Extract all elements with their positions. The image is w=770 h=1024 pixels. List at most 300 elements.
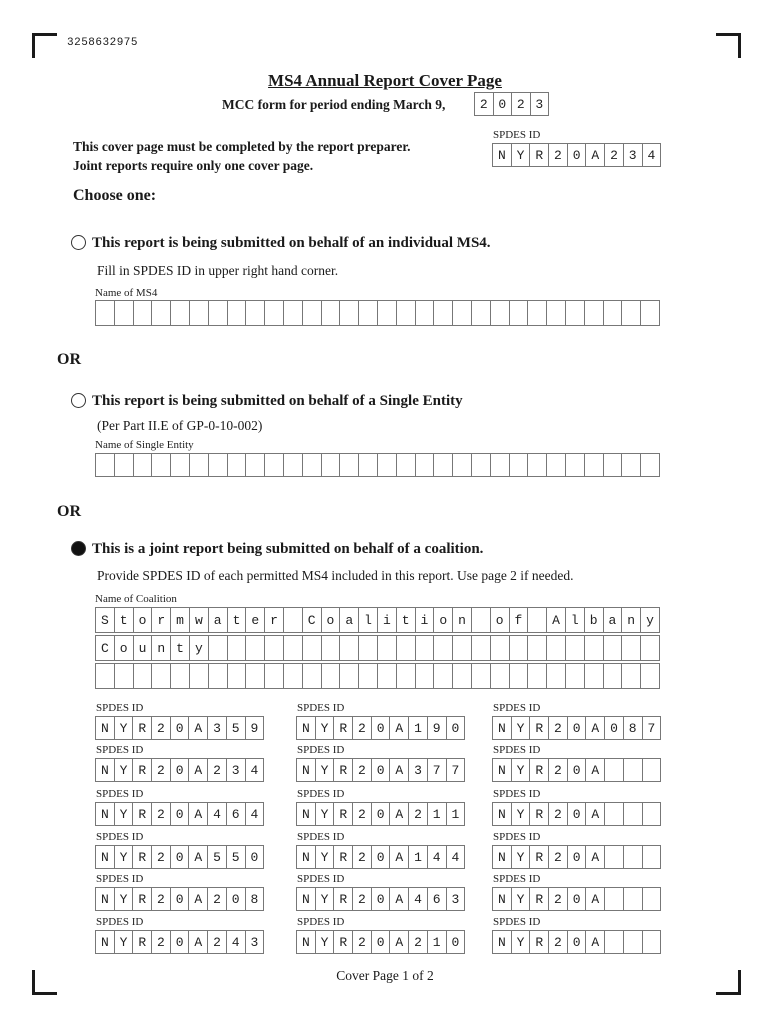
char-box[interactable]: R — [530, 887, 549, 911]
char-box[interactable]: Y — [512, 930, 531, 954]
char-box[interactable] — [622, 300, 641, 326]
char-box[interactable] — [453, 300, 472, 326]
char-box[interactable] — [359, 300, 378, 326]
char-box[interactable] — [491, 635, 510, 661]
coalition-spdes-id-field[interactable] — [296, 930, 465, 954]
char-box[interactable] — [547, 300, 566, 326]
char-box[interactable]: e — [246, 607, 265, 633]
char-box[interactable]: 2 — [152, 930, 171, 954]
char-box[interactable]: Y — [115, 930, 134, 954]
char-box[interactable]: A — [390, 845, 409, 869]
char-box[interactable]: f — [510, 607, 529, 633]
char-box[interactable]: 1 — [409, 716, 428, 740]
char-box[interactable]: 0 — [568, 802, 587, 826]
char-box[interactable] — [134, 663, 153, 689]
char-box[interactable]: A — [189, 887, 208, 911]
char-box[interactable]: Y — [115, 845, 134, 869]
char-box[interactable]: t — [171, 635, 190, 661]
char-box[interactable]: 8 — [624, 716, 643, 740]
char-box[interactable] — [359, 635, 378, 661]
char-box[interactable] — [340, 635, 359, 661]
char-box[interactable] — [622, 635, 641, 661]
char-box[interactable]: R — [334, 802, 353, 826]
char-box[interactable] — [528, 300, 547, 326]
main-spdes-id-field[interactable] — [492, 143, 661, 167]
char-box[interactable] — [228, 635, 247, 661]
char-box[interactable] — [604, 453, 623, 477]
name-of-ms4-field[interactable] — [95, 300, 660, 326]
char-box[interactable]: Y — [316, 758, 335, 782]
char-box[interactable] — [622, 663, 641, 689]
char-box[interactable]: Y — [316, 716, 335, 740]
char-box[interactable] — [624, 845, 643, 869]
char-box[interactable] — [134, 300, 153, 326]
char-box[interactable] — [209, 300, 228, 326]
char-box[interactable]: A — [189, 930, 208, 954]
char-box[interactable] — [171, 300, 190, 326]
char-box[interactable]: 5 — [227, 716, 246, 740]
char-box[interactable] — [378, 663, 397, 689]
char-box[interactable] — [246, 300, 265, 326]
char-box[interactable]: u — [134, 635, 153, 661]
char-box[interactable] — [416, 635, 435, 661]
char-box[interactable] — [265, 453, 284, 477]
char-box[interactable] — [566, 453, 585, 477]
char-box[interactable] — [284, 635, 303, 661]
char-box[interactable]: w — [190, 607, 209, 633]
char-box[interactable] — [453, 663, 472, 689]
char-box[interactable]: 2 — [549, 887, 568, 911]
char-box[interactable] — [434, 663, 453, 689]
char-box[interactable]: 2 — [549, 930, 568, 954]
char-box[interactable]: C — [96, 635, 115, 661]
char-box[interactable]: A — [586, 802, 605, 826]
char-box[interactable] — [472, 607, 491, 633]
char-box[interactable] — [491, 663, 510, 689]
char-box[interactable]: 3 — [246, 930, 265, 954]
char-box[interactable] — [96, 663, 115, 689]
char-box[interactable]: N — [297, 887, 316, 911]
char-box[interactable]: A — [390, 802, 409, 826]
char-box[interactable] — [397, 635, 416, 661]
char-box[interactable]: 0 — [568, 887, 587, 911]
char-box[interactable]: A — [189, 758, 208, 782]
char-box[interactable] — [641, 635, 660, 661]
char-box[interactable]: 0 — [372, 930, 391, 954]
coalition-spdes-id-field[interactable] — [492, 930, 661, 954]
coalition-spdes-id-field[interactable] — [95, 845, 264, 869]
char-box[interactable] — [284, 663, 303, 689]
char-box[interactable]: 1 — [409, 845, 428, 869]
char-box[interactable]: 3 — [409, 758, 428, 782]
char-box[interactable] — [322, 663, 341, 689]
char-box[interactable] — [643, 845, 662, 869]
char-box[interactable] — [585, 635, 604, 661]
char-box[interactable]: a — [209, 607, 228, 633]
char-box[interactable]: 9 — [428, 716, 447, 740]
char-box[interactable]: 3 — [624, 143, 643, 167]
char-box[interactable]: 0 — [494, 92, 513, 116]
char-box[interactable]: 4 — [409, 887, 428, 911]
char-box[interactable]: Y — [316, 930, 335, 954]
char-box[interactable]: A — [189, 716, 208, 740]
char-box[interactable]: 7 — [643, 716, 662, 740]
coalition-spdes-id-field[interactable] — [492, 802, 661, 826]
char-box[interactable]: 0 — [372, 845, 391, 869]
char-box[interactable] — [528, 453, 547, 477]
char-box[interactable]: A — [390, 758, 409, 782]
char-box[interactable]: 2 — [353, 758, 372, 782]
char-box[interactable]: Y — [512, 887, 531, 911]
char-box[interactable]: 0 — [171, 716, 190, 740]
char-box[interactable]: N — [297, 802, 316, 826]
char-box[interactable]: 2 — [353, 716, 372, 740]
char-box[interactable] — [209, 663, 228, 689]
char-box[interactable]: n — [152, 635, 171, 661]
char-box[interactable]: 2 — [549, 716, 568, 740]
char-box[interactable]: 2 — [353, 845, 372, 869]
char-box[interactable]: 3 — [208, 716, 227, 740]
char-box[interactable]: 2 — [208, 758, 227, 782]
char-box[interactable]: 7 — [428, 758, 447, 782]
char-box[interactable]: 0 — [372, 887, 391, 911]
char-box[interactable]: N — [493, 845, 512, 869]
char-box[interactable]: i — [378, 607, 397, 633]
char-box[interactable]: 4 — [208, 802, 227, 826]
char-box[interactable] — [359, 663, 378, 689]
char-box[interactable]: i — [416, 607, 435, 633]
char-box[interactable] — [434, 300, 453, 326]
char-box[interactable]: N — [96, 716, 115, 740]
char-box[interactable] — [605, 887, 624, 911]
char-box[interactable]: Y — [115, 802, 134, 826]
char-box[interactable]: 0 — [568, 758, 587, 782]
char-box[interactable]: 0 — [568, 716, 587, 740]
char-box[interactable] — [209, 453, 228, 477]
char-box[interactable] — [434, 635, 453, 661]
char-box[interactable]: r — [152, 607, 171, 633]
char-box[interactable]: Y — [512, 716, 531, 740]
char-box[interactable] — [510, 663, 529, 689]
char-box[interactable] — [605, 845, 624, 869]
char-box[interactable] — [303, 453, 322, 477]
char-box[interactable]: A — [189, 802, 208, 826]
char-box[interactable] — [115, 453, 134, 477]
coalition-spdes-id-field[interactable] — [296, 845, 465, 869]
char-box[interactable] — [322, 635, 341, 661]
char-box[interactable] — [284, 300, 303, 326]
char-box[interactable]: N — [493, 758, 512, 782]
char-box[interactable]: l — [359, 607, 378, 633]
char-box[interactable]: N — [493, 716, 512, 740]
char-box[interactable]: 6 — [227, 802, 246, 826]
char-box[interactable]: Y — [115, 758, 134, 782]
char-box[interactable]: Y — [115, 887, 134, 911]
coalition-spdes-id-field[interactable] — [95, 758, 264, 782]
char-box[interactable] — [303, 300, 322, 326]
char-box[interactable]: Y — [115, 716, 134, 740]
char-box[interactable]: R — [530, 930, 549, 954]
char-box[interactable]: o — [115, 635, 134, 661]
char-box[interactable] — [528, 635, 547, 661]
char-box[interactable]: 2 — [409, 802, 428, 826]
char-box[interactable]: A — [390, 930, 409, 954]
char-box[interactable] — [190, 453, 209, 477]
char-box[interactable]: 0 — [372, 802, 391, 826]
char-box[interactable]: n — [622, 607, 641, 633]
char-box[interactable]: 3 — [531, 92, 550, 116]
char-box[interactable] — [190, 300, 209, 326]
char-box[interactable] — [115, 663, 134, 689]
char-box[interactable]: R — [530, 845, 549, 869]
char-box[interactable] — [96, 453, 115, 477]
char-box[interactable] — [472, 635, 491, 661]
char-box[interactable]: 0 — [372, 716, 391, 740]
char-box[interactable] — [171, 663, 190, 689]
char-box[interactable]: N — [96, 802, 115, 826]
char-box[interactable]: 0 — [227, 887, 246, 911]
char-box[interactable] — [284, 453, 303, 477]
char-box[interactable]: 2 — [152, 887, 171, 911]
char-box[interactable]: N — [493, 930, 512, 954]
coalition-spdes-id-field[interactable] — [296, 802, 465, 826]
char-box[interactable]: R — [334, 758, 353, 782]
char-box[interactable]: Y — [316, 887, 335, 911]
char-box[interactable] — [605, 758, 624, 782]
char-box[interactable]: R — [133, 845, 152, 869]
char-box[interactable]: 0 — [447, 930, 466, 954]
char-box[interactable]: Y — [512, 802, 531, 826]
char-box[interactable]: y — [190, 635, 209, 661]
char-box[interactable] — [359, 453, 378, 477]
char-box[interactable] — [96, 300, 115, 326]
char-box[interactable] — [246, 635, 265, 661]
coalition-spdes-id-field[interactable] — [296, 887, 465, 911]
char-box[interactable]: 2 — [208, 930, 227, 954]
char-box[interactable]: 0 — [568, 930, 587, 954]
char-box[interactable]: C — [303, 607, 322, 633]
char-box[interactable]: o — [134, 607, 153, 633]
char-box[interactable] — [453, 635, 472, 661]
char-box[interactable]: 0 — [568, 845, 587, 869]
char-box[interactable]: 3 — [447, 887, 466, 911]
char-box[interactable] — [228, 453, 247, 477]
char-box[interactable]: 0 — [568, 143, 587, 167]
coalition-spdes-id-field[interactable] — [296, 758, 465, 782]
char-box[interactable]: A — [586, 758, 605, 782]
coalition-name-line-1[interactable] — [95, 607, 660, 633]
coalition-spdes-id-field[interactable] — [95, 716, 264, 740]
char-box[interactable]: A — [586, 716, 605, 740]
char-box[interactable] — [491, 453, 510, 477]
char-box[interactable]: 4 — [246, 758, 265, 782]
char-box[interactable] — [152, 300, 171, 326]
char-box[interactable]: 1 — [428, 930, 447, 954]
char-box[interactable] — [378, 300, 397, 326]
char-box[interactable]: m — [171, 607, 190, 633]
char-box[interactable]: 4 — [246, 802, 265, 826]
char-box[interactable] — [547, 453, 566, 477]
char-box[interactable] — [604, 300, 623, 326]
coalition-spdes-id-field[interactable] — [296, 716, 465, 740]
char-box[interactable]: Y — [316, 802, 335, 826]
char-box[interactable]: t — [397, 607, 416, 633]
char-box[interactable]: 8 — [246, 887, 265, 911]
char-box[interactable]: 2 — [549, 845, 568, 869]
coalition-spdes-id-field[interactable] — [492, 758, 661, 782]
char-box[interactable]: 0 — [171, 930, 190, 954]
char-box[interactable]: 2 — [549, 143, 568, 167]
char-box[interactable] — [416, 453, 435, 477]
char-box[interactable]: 2 — [549, 802, 568, 826]
char-box[interactable]: 2 — [152, 758, 171, 782]
coalition-spdes-id-field[interactable] — [492, 887, 661, 911]
char-box[interactable]: N — [297, 716, 316, 740]
char-box[interactable] — [209, 635, 228, 661]
char-box[interactable] — [547, 663, 566, 689]
char-box[interactable] — [510, 453, 529, 477]
char-box[interactable] — [641, 300, 660, 326]
char-box[interactable] — [152, 663, 171, 689]
char-box[interactable]: A — [390, 716, 409, 740]
char-box[interactable]: 2 — [353, 802, 372, 826]
char-box[interactable] — [528, 607, 547, 633]
char-box[interactable]: R — [133, 887, 152, 911]
char-box[interactable] — [340, 300, 359, 326]
char-box[interactable]: R — [133, 758, 152, 782]
char-box[interactable] — [340, 453, 359, 477]
char-box[interactable]: 4 — [447, 845, 466, 869]
char-box[interactable]: y — [641, 607, 660, 633]
char-box[interactable] — [397, 663, 416, 689]
char-box[interactable]: 0 — [171, 802, 190, 826]
char-box[interactable] — [453, 453, 472, 477]
char-box[interactable]: 0 — [246, 845, 265, 869]
char-box[interactable] — [265, 663, 284, 689]
char-box[interactable]: 0 — [171, 887, 190, 911]
char-box[interactable]: N — [493, 143, 512, 167]
char-box[interactable] — [510, 300, 529, 326]
char-box[interactable]: 2 — [605, 143, 624, 167]
char-box[interactable]: Y — [512, 143, 531, 167]
char-box[interactable]: o — [322, 607, 341, 633]
char-box[interactable]: 2 — [353, 887, 372, 911]
char-box[interactable]: a — [340, 607, 359, 633]
char-box[interactable]: R — [334, 845, 353, 869]
char-box[interactable]: Y — [512, 845, 531, 869]
char-box[interactable]: Y — [512, 758, 531, 782]
char-box[interactable] — [643, 802, 662, 826]
char-box[interactable] — [303, 663, 322, 689]
char-box[interactable] — [284, 607, 303, 633]
char-box[interactable] — [171, 453, 190, 477]
char-box[interactable] — [641, 663, 660, 689]
char-box[interactable] — [604, 635, 623, 661]
char-box[interactable] — [605, 930, 624, 954]
char-box[interactable]: 0 — [447, 716, 466, 740]
char-box[interactable] — [416, 300, 435, 326]
char-box[interactable]: R — [530, 716, 549, 740]
char-box[interactable]: A — [586, 887, 605, 911]
char-box[interactable]: 9 — [246, 716, 265, 740]
char-box[interactable] — [624, 758, 643, 782]
char-box[interactable]: R — [133, 802, 152, 826]
char-box[interactable]: o — [434, 607, 453, 633]
char-box[interactable]: 5 — [227, 845, 246, 869]
char-box[interactable] — [472, 453, 491, 477]
char-box[interactable]: 1 — [428, 802, 447, 826]
char-box[interactable]: A — [586, 143, 605, 167]
char-box[interactable] — [472, 663, 491, 689]
char-box[interactable]: R — [334, 930, 353, 954]
char-box[interactable] — [624, 802, 643, 826]
char-box[interactable]: A — [390, 887, 409, 911]
char-box[interactable]: N — [297, 845, 316, 869]
char-box[interactable] — [246, 453, 265, 477]
char-box[interactable] — [416, 663, 435, 689]
char-box[interactable] — [643, 758, 662, 782]
char-box[interactable]: 6 — [428, 887, 447, 911]
char-box[interactable] — [190, 663, 209, 689]
char-box[interactable] — [397, 453, 416, 477]
char-box[interactable]: 0 — [605, 716, 624, 740]
char-box[interactable]: b — [585, 607, 604, 633]
char-box[interactable]: A — [586, 845, 605, 869]
char-box[interactable]: 3 — [227, 758, 246, 782]
char-box[interactable]: 2 — [475, 92, 494, 116]
char-box[interactable] — [303, 635, 322, 661]
char-box[interactable] — [322, 300, 341, 326]
char-box[interactable]: R — [530, 758, 549, 782]
char-box[interactable]: N — [96, 930, 115, 954]
char-box[interactable] — [246, 663, 265, 689]
char-box[interactable]: 2 — [353, 930, 372, 954]
char-box[interactable] — [115, 300, 134, 326]
char-box[interactable]: n — [453, 607, 472, 633]
char-box[interactable]: a — [604, 607, 623, 633]
char-box[interactable] — [265, 635, 284, 661]
char-box[interactable] — [528, 663, 547, 689]
char-box[interactable]: A — [189, 845, 208, 869]
char-box[interactable]: S — [96, 607, 115, 633]
year-field[interactable] — [474, 92, 549, 116]
char-box[interactable] — [585, 300, 604, 326]
coalition-spdes-id-field[interactable] — [492, 845, 661, 869]
char-box[interactable]: N — [96, 845, 115, 869]
char-box[interactable] — [228, 663, 247, 689]
char-box[interactable]: N — [297, 930, 316, 954]
char-box[interactable] — [472, 300, 491, 326]
char-box[interactable] — [605, 802, 624, 826]
char-box[interactable]: 2 — [208, 887, 227, 911]
radio-joint-coalition[interactable] — [71, 541, 86, 556]
char-box[interactable]: 5 — [208, 845, 227, 869]
char-box[interactable] — [378, 453, 397, 477]
char-box[interactable]: R — [530, 802, 549, 826]
char-box[interactable] — [585, 663, 604, 689]
char-box[interactable] — [434, 453, 453, 477]
char-box[interactable] — [643, 930, 662, 954]
char-box[interactable]: 0 — [171, 845, 190, 869]
name-of-single-entity-field[interactable] — [95, 453, 660, 477]
char-box[interactable] — [566, 635, 585, 661]
char-box[interactable]: 1 — [447, 802, 466, 826]
char-box[interactable] — [566, 300, 585, 326]
char-box[interactable]: R — [133, 930, 152, 954]
char-box[interactable]: 7 — [447, 758, 466, 782]
char-box[interactable] — [624, 930, 643, 954]
char-box[interactable]: N — [297, 758, 316, 782]
